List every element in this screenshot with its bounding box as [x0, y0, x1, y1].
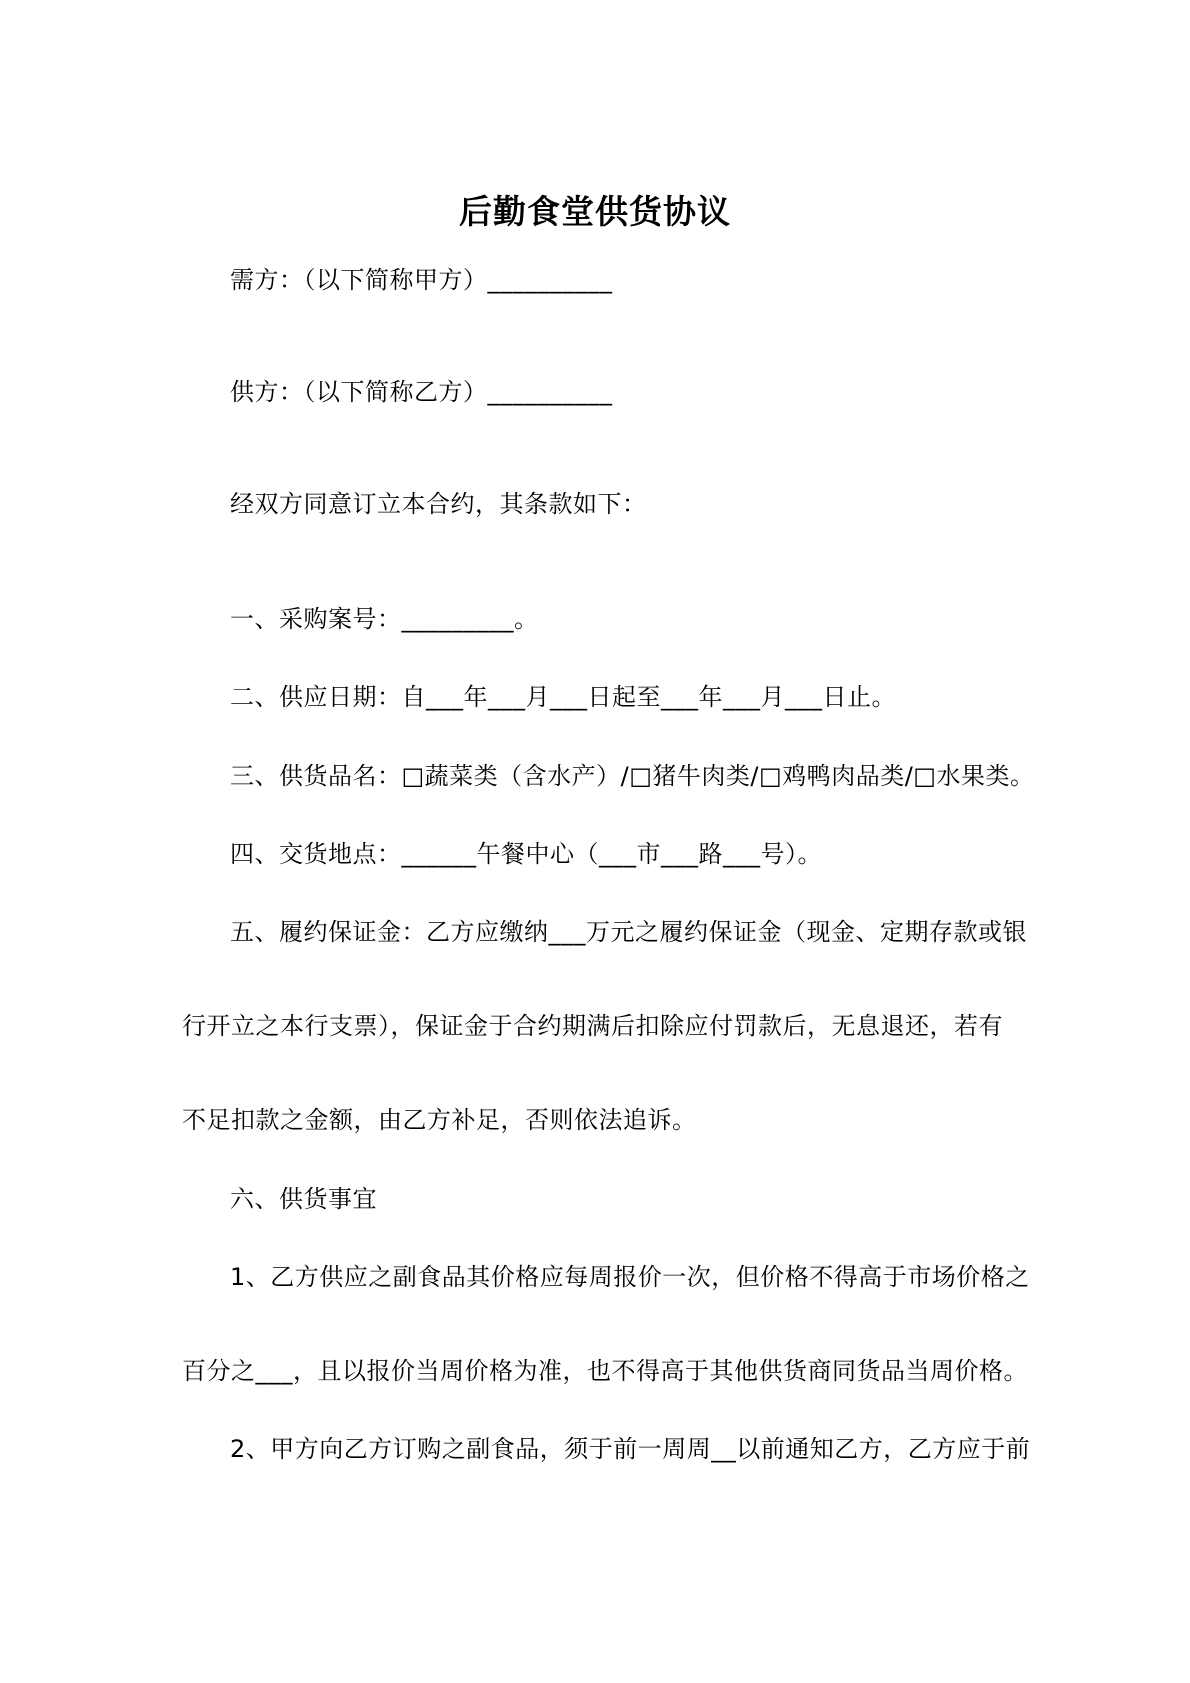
clause-6-heading: 六、供货事宜	[230, 1185, 377, 1213]
clause-6-item-1-line-1: 1、乙方供应之副食品其价格应每周报价一次，但价格不得高于市场价格之	[230, 1263, 1030, 1291]
clause-5-deposit-line-3: 不足扣款之金额，由乙方补足，否则依法追诉。	[182, 1106, 697, 1134]
clause-6-item-2-line-1: 2、甲方向乙方订购之副食品，须于前一周周__以前通知乙方，乙方应于前	[230, 1435, 1031, 1463]
clause-3-goods-name: 三、供货品名：□蔬菜类（含水产）/□猪牛肉类/□鸡鸭肉品类/□水果类。	[230, 762, 1035, 790]
clause-2-supply-date: 二、供应日期：自___年___月___日起至___年___月___日止。	[230, 683, 896, 711]
agreement-intro: 经双方同意订立本合约，其条款如下：	[230, 490, 647, 518]
clause-6-item-1-line-2: 百分之___，且以报价当周价格为准，也不得高于其他供货商同货品当周价格。	[182, 1357, 1028, 1385]
clause-1-case-number: 一、采购案号：_________。	[230, 605, 539, 633]
party-a-line: 需方：（以下简称甲方）__________	[230, 266, 613, 294]
clause-5-deposit-line-2: 行开立之本行支票），保证金于合约期满后扣除应付罚款后，无息退还，若有	[182, 1012, 1003, 1040]
clause-4-delivery-place: 四、交货地点：______午餐中心（___市___路___号）。	[230, 840, 822, 868]
document-title: 后勤食堂供货协议	[459, 192, 731, 231]
party-b-line: 供方：（以下简称乙方）__________	[230, 378, 613, 406]
clause-5-deposit-line-1: 五、履约保证金：乙方应缴纳___万元之履约保证金（现金、定期存款或银	[230, 918, 1027, 946]
